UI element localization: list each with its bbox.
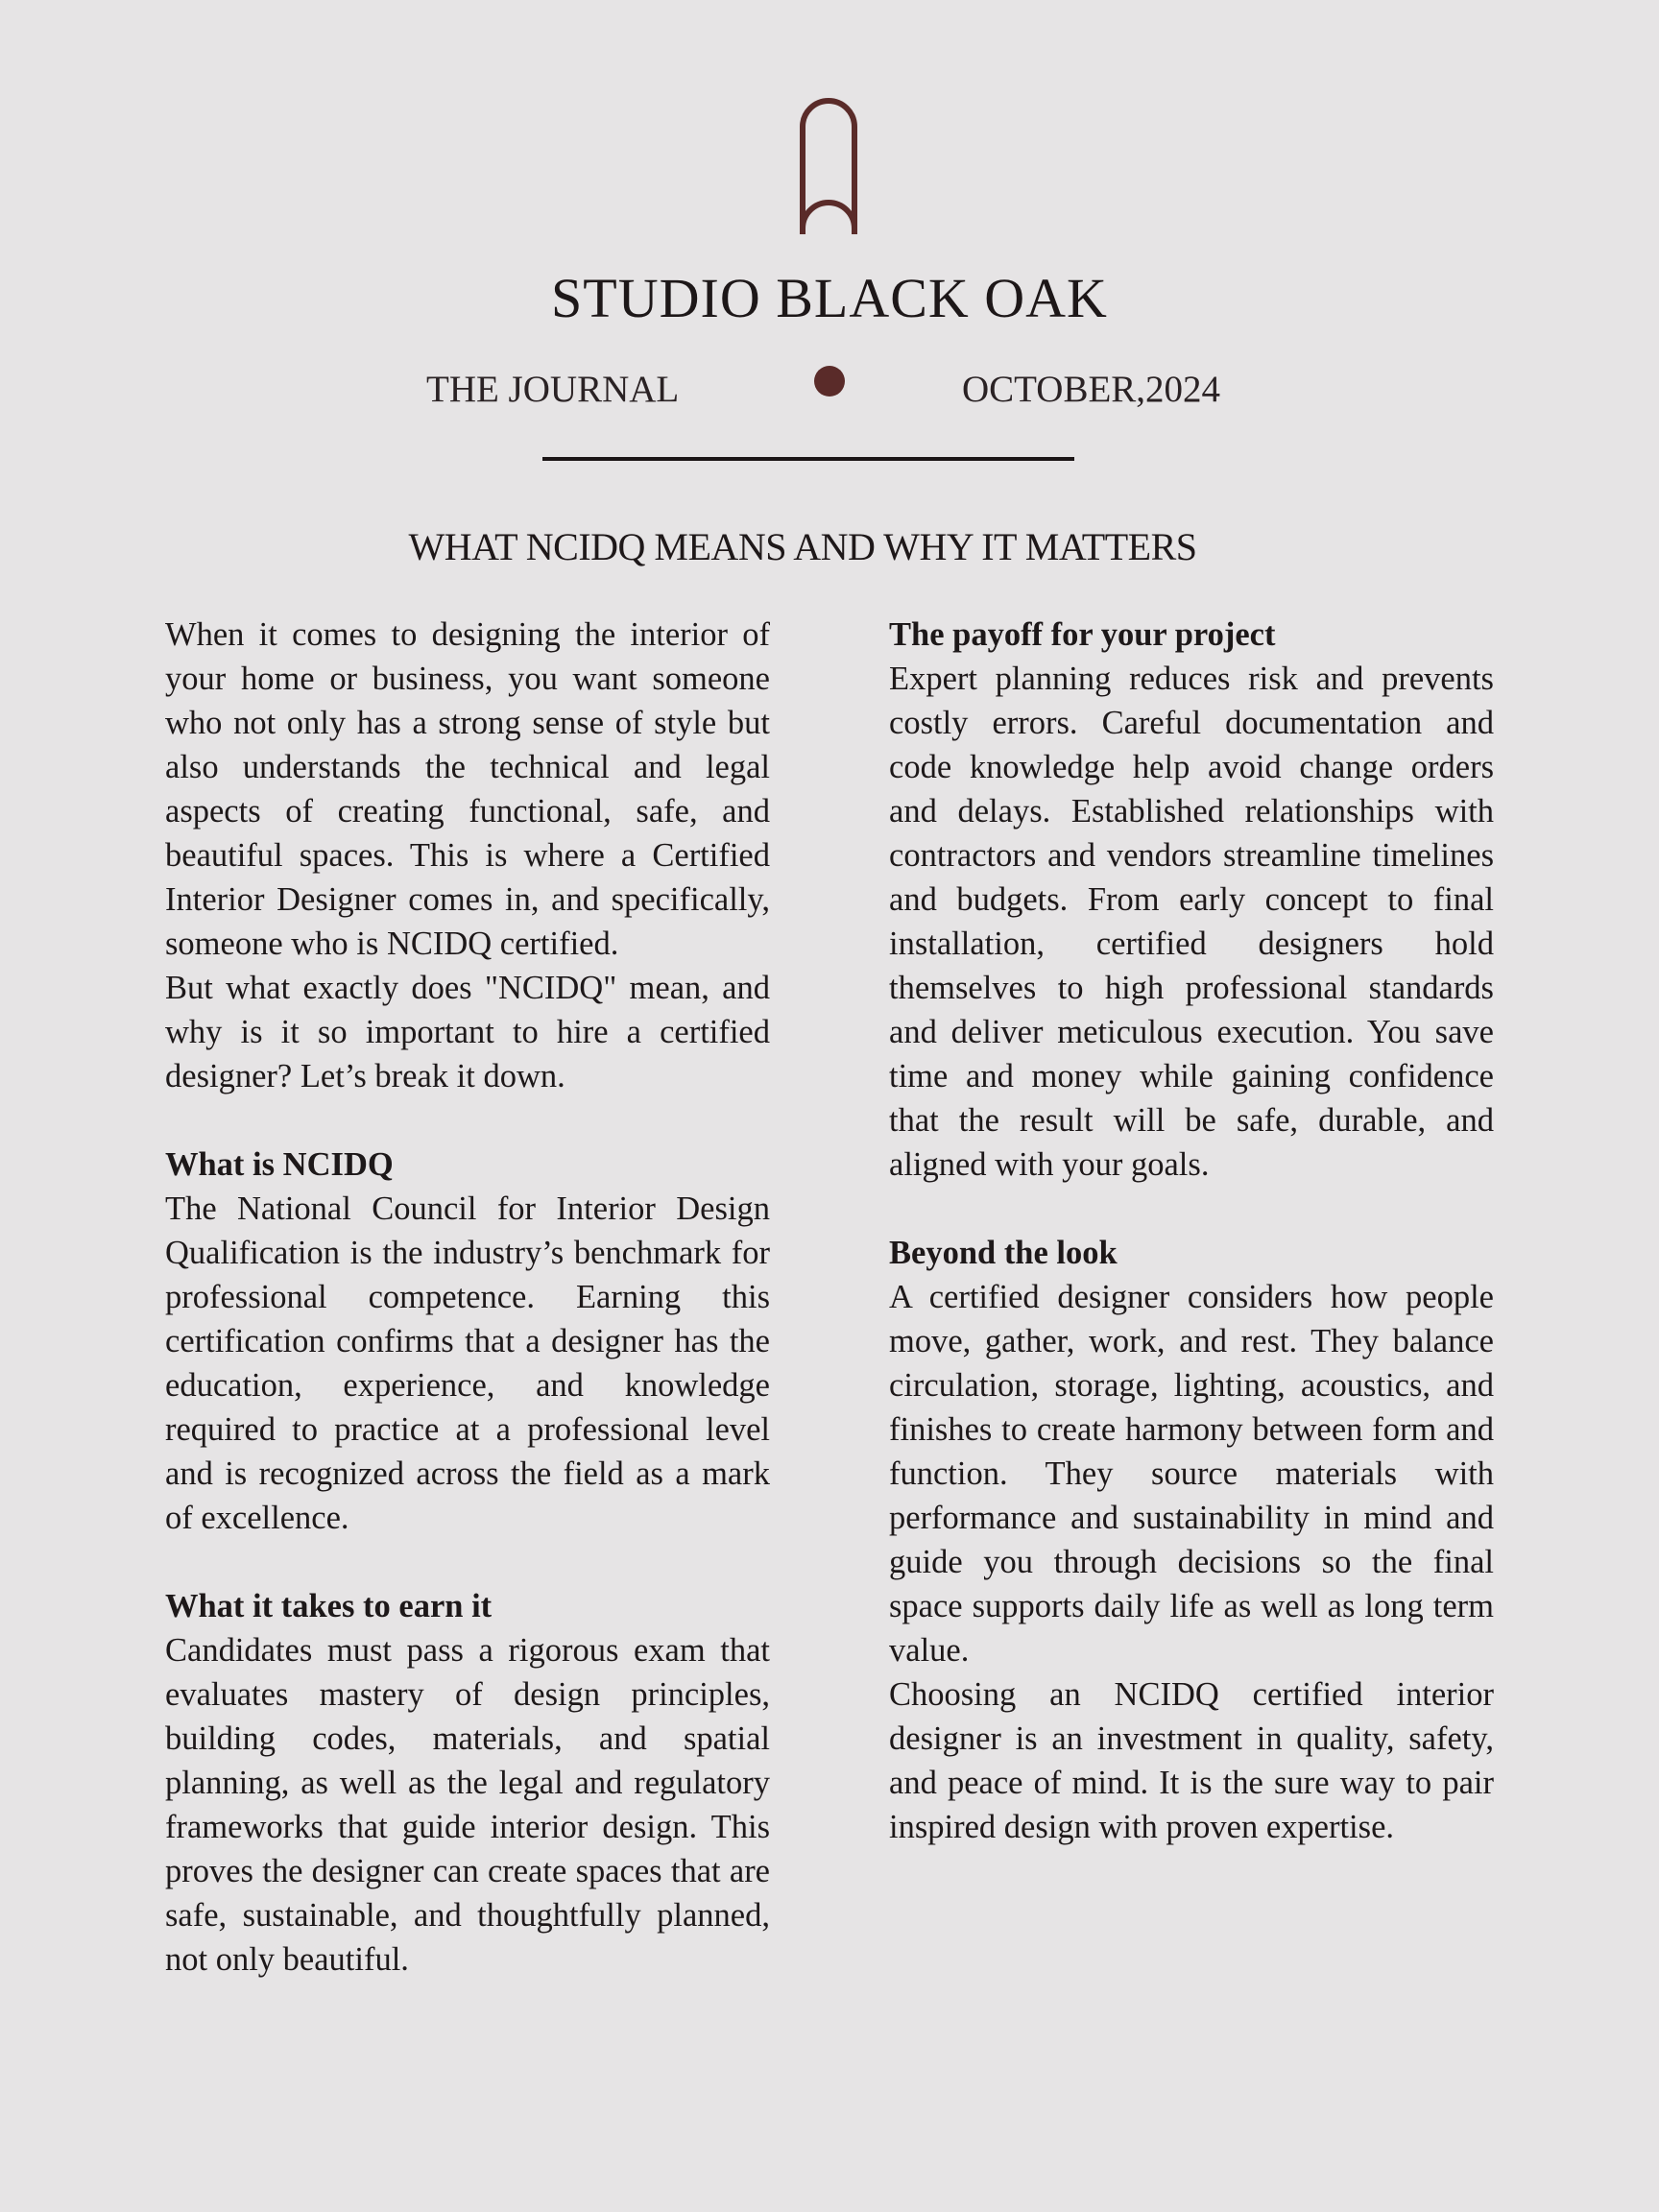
section-heading-beyond-look: Beyond the look: [889, 1235, 1118, 1271]
section-heading-what-is-ncidq: What is NCIDQ: [165, 1146, 394, 1183]
section-heading-payoff: The payoff for your project: [889, 616, 1276, 653]
section-heading-earn-it: What it takes to earn it: [165, 1588, 493, 1624]
intro-question-paragraph: But what exactly does "NCIDQ" mean, and why is it so important to hire a certified designer? Let’s break it down.: [165, 970, 770, 1094]
closing-paragraph: Choosing an NCIDQ certified interior designer is an investment in quality, safety, and peace of mind. It is the sure way to pair inspired design with proven expertise.: [889, 1676, 1494, 1845]
publication-name: THE JOURNAL: [426, 369, 680, 410]
separator-dot-icon: [814, 366, 845, 397]
intro-paragraph: When it comes to designing the interior of your home or business, you want someone who not only has a strong sense of style but also understands the technical and legal aspects of creating functional, safe, and beautiful spaces. This is where a Certified Interior Designer comes in, and specifically, someone who is NCIDQ certified.: [165, 616, 770, 962]
section-body-earn-it: Candidates must pass a rigorous exam that evaluates mastery of design principles, building codes, materials, and spatial planning, as well as the legal and regulatory frameworks that guide interior design. This proves the designer can create spaces that are safe, sustainable, and thoughtfully planned, not only beautiful.: [165, 1632, 770, 1978]
left-column: [165, 613, 770, 1982]
arch-logo-icon: [797, 92, 860, 234]
article-title: WHAT NCIDQ MEANS AND WHY IT MATTERS: [408, 525, 1197, 568]
section-body-what-is-ncidq: The National Council for Interior Design Qualification is the industry’s benchmark for professional competence. Earning this certification confirms that a designer has the education, experience, and knowledge required to practice at a professional level and is recognized across the field as a mark of excellence.: [165, 1190, 770, 1536]
issue-date: OCTOBER,2024: [962, 369, 1221, 410]
section-body-beyond-look: A certified designer considers how people move, gather, work, and rest. They balance circulation, storage, lighting, acoustics, and finishes to create harmony between form and function. They source materials with performance and sustainability in mind and guide you through decisions so the final space supports daily life as well as long term value.: [889, 1279, 1494, 1669]
brand-name: STUDIO BLACK OAK: [551, 267, 1108, 329]
section-body-payoff: Expert planning reduces risk and prevents costly errors. Careful documentation and code knowledge help avoid change orders and delays. Established relationships with contractors and vendors streamline timelines and budgets. From early concept to final installation, certified designers hold themselves to high professional standards and deliver meticulous execution. You save time and money while gaining confidence that the result will be safe, durable, and aligned with your goals.: [889, 661, 1494, 1183]
right-column: [889, 613, 1494, 1849]
header-divider: [542, 457, 1074, 461]
